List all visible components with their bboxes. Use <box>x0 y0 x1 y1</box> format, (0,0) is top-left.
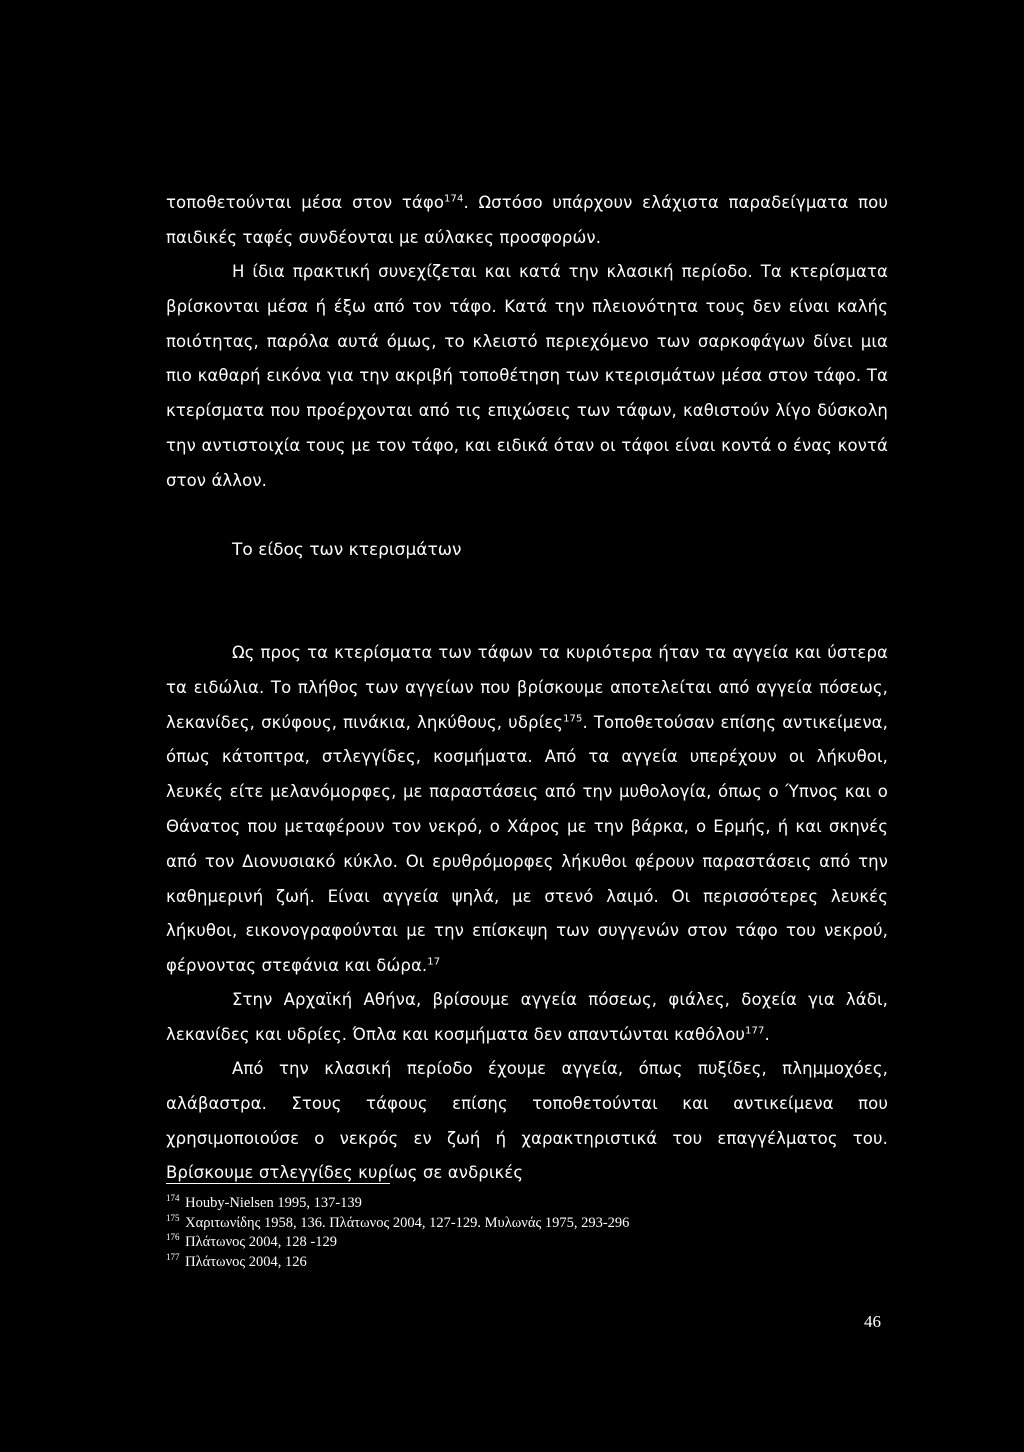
footnote <box>166 1194 629 1214</box>
footnote-divider <box>166 1183 390 1184</box>
section-heading: Το είδος των κτερισμάτων <box>232 540 462 560</box>
paragraph-text: Στην Αρχαϊκή Αθήνα, βρίσουμε αγγεία πόσεως, φιάλες, δοχεία για λάδι, λεκανίδες και υδρίες. Όπλα και κοσμήματα δεν απαντώνται καθόλου <box>166 990 888 1044</box>
paragraph-2: Η ίδια πρακτική συνεχίζεται και κατά την κλασική περίοδο. Τα κτερίσματα βρίσκονται μέσα ή έξω από τον τάφο. Κατά την πλειονότητα τους δεν είναι καλής ποιότητας, παρόλα αυτά όμως, το κλειστό περιεχόμενο των σαρκοφάγων δίνει μια πιο καθαρή εικόνα για την ακριβή τοποθέτηση των κτερισμάτων μέσα στον τάφο. Τα κτερίσματα που προέρχονται από τις επιχώσεις των τάφων, καθιστούν λίγο δύσκολη την αντιστοιχία τους με τον τάφο, και ειδικά όταν οι τάφοι είναι κοντά ο ένας κοντά στον άλλον. <box>166 262 888 490</box>
page-number: 46 <box>864 1312 881 1331</box>
footnote-text: Houby-Nielsen 1995, 137-139 <box>185 1195 362 1211</box>
paragraph-5: Από την κλασική περίοδο έχουμε αγγεία, όπως πυξίδες, πλημμοχόες, αλάβαστρα. Στους τάφους επίσης τοποθετούνται και αντικείμενα που χρησιμοποιούσε ο νεκρός εν ζωή ή χαρακτηριστικά του επαγγέλματος του. Βρίσκουμε στλεγγίδες κυρίως σε ανδρικές <box>166 1059 888 1183</box>
footnote-ref: 175 <box>563 713 583 725</box>
footnote-ref: 177 <box>745 1025 765 1037</box>
footnote <box>166 1253 629 1273</box>
footnote-text: Χαριτωνίδης 1958, 136. Πλάτωνος 2004, 127-129. Μυλωνάς 1975, 293-296 <box>185 1214 630 1231</box>
footnote-number: 174 <box>166 1193 180 1204</box>
paragraph-text: Ως προς τα κτερίσματα των τάφων τα κυριότερα ήταν τα αγγεία και ύστερα τα ειδώλια. Το πλήθος των αγγείων που βρίσκουμε αποτελείται από αγγεία πόσεως, λεκανίδες, σκύφους, πινάκια, ληκύθους, υδρίες <box>166 643 888 732</box>
paragraph-text: τοποθετούνται μέσα στον τάφο <box>166 193 445 212</box>
footnote-ref: 17 <box>427 956 441 968</box>
footnote-ref: 174 <box>444 193 464 205</box>
paragraph-text: . Τοποθετούσαν επίσης αντικείμενα, όπως κάτοπτρα, στλεγγίδες, κοσμήματα. Από τα αγγεία υπερέχουν οι λήκυθοι, λευκές είτε μελανόμορφες, με παραστάσεις από την μυθολογία, όπως ο Ύπνος και ο Θάνατος που μεταφέρουν τον νεκρό, ο Χάρος με την βάρκα, ο Ερμής, ή και σκηνές από τον Διονυσιακό κύκλο. Οι ερυθρόμορφες λήκυθοι φέρουν παραστάσεις από την καθημερινή ζωή. Είναι αγγεία ψηλά, με στενό λαιμό. Οι περισσότερες λευκές λήκυθοι, εικονογραφούνται με την επίσκεψη των συγγενών στον τάφο του νεκρού, φέρνοντας στεφάνια και δώρα. <box>166 712 888 976</box>
paragraph-1 <box>166 186 888 256</box>
paragraph-text: . Ωστόσο υπάρχουν ελάχιστα παραδείγματα που παιδικές ταφές συνδέονται με αύλακες προσφορών. <box>166 193 888 247</box>
footnote <box>166 1233 629 1253</box>
footnotes-list <box>166 1194 629 1272</box>
footnote-text: Πλάτωνος 2004, 126 <box>185 1253 307 1270</box>
footnote-text: Πλάτωνος 2004, 128 -129 <box>185 1234 337 1250</box>
paragraph-4 <box>166 983 888 1053</box>
paragraph-3 <box>166 636 888 984</box>
paragraph-text: . <box>764 1024 770 1044</box>
footnote-number: 176 <box>166 1232 180 1243</box>
footnote-number: 177 <box>166 1251 180 1262</box>
footnote-number: 175 <box>166 1212 180 1223</box>
footnote <box>166 1214 629 1234</box>
